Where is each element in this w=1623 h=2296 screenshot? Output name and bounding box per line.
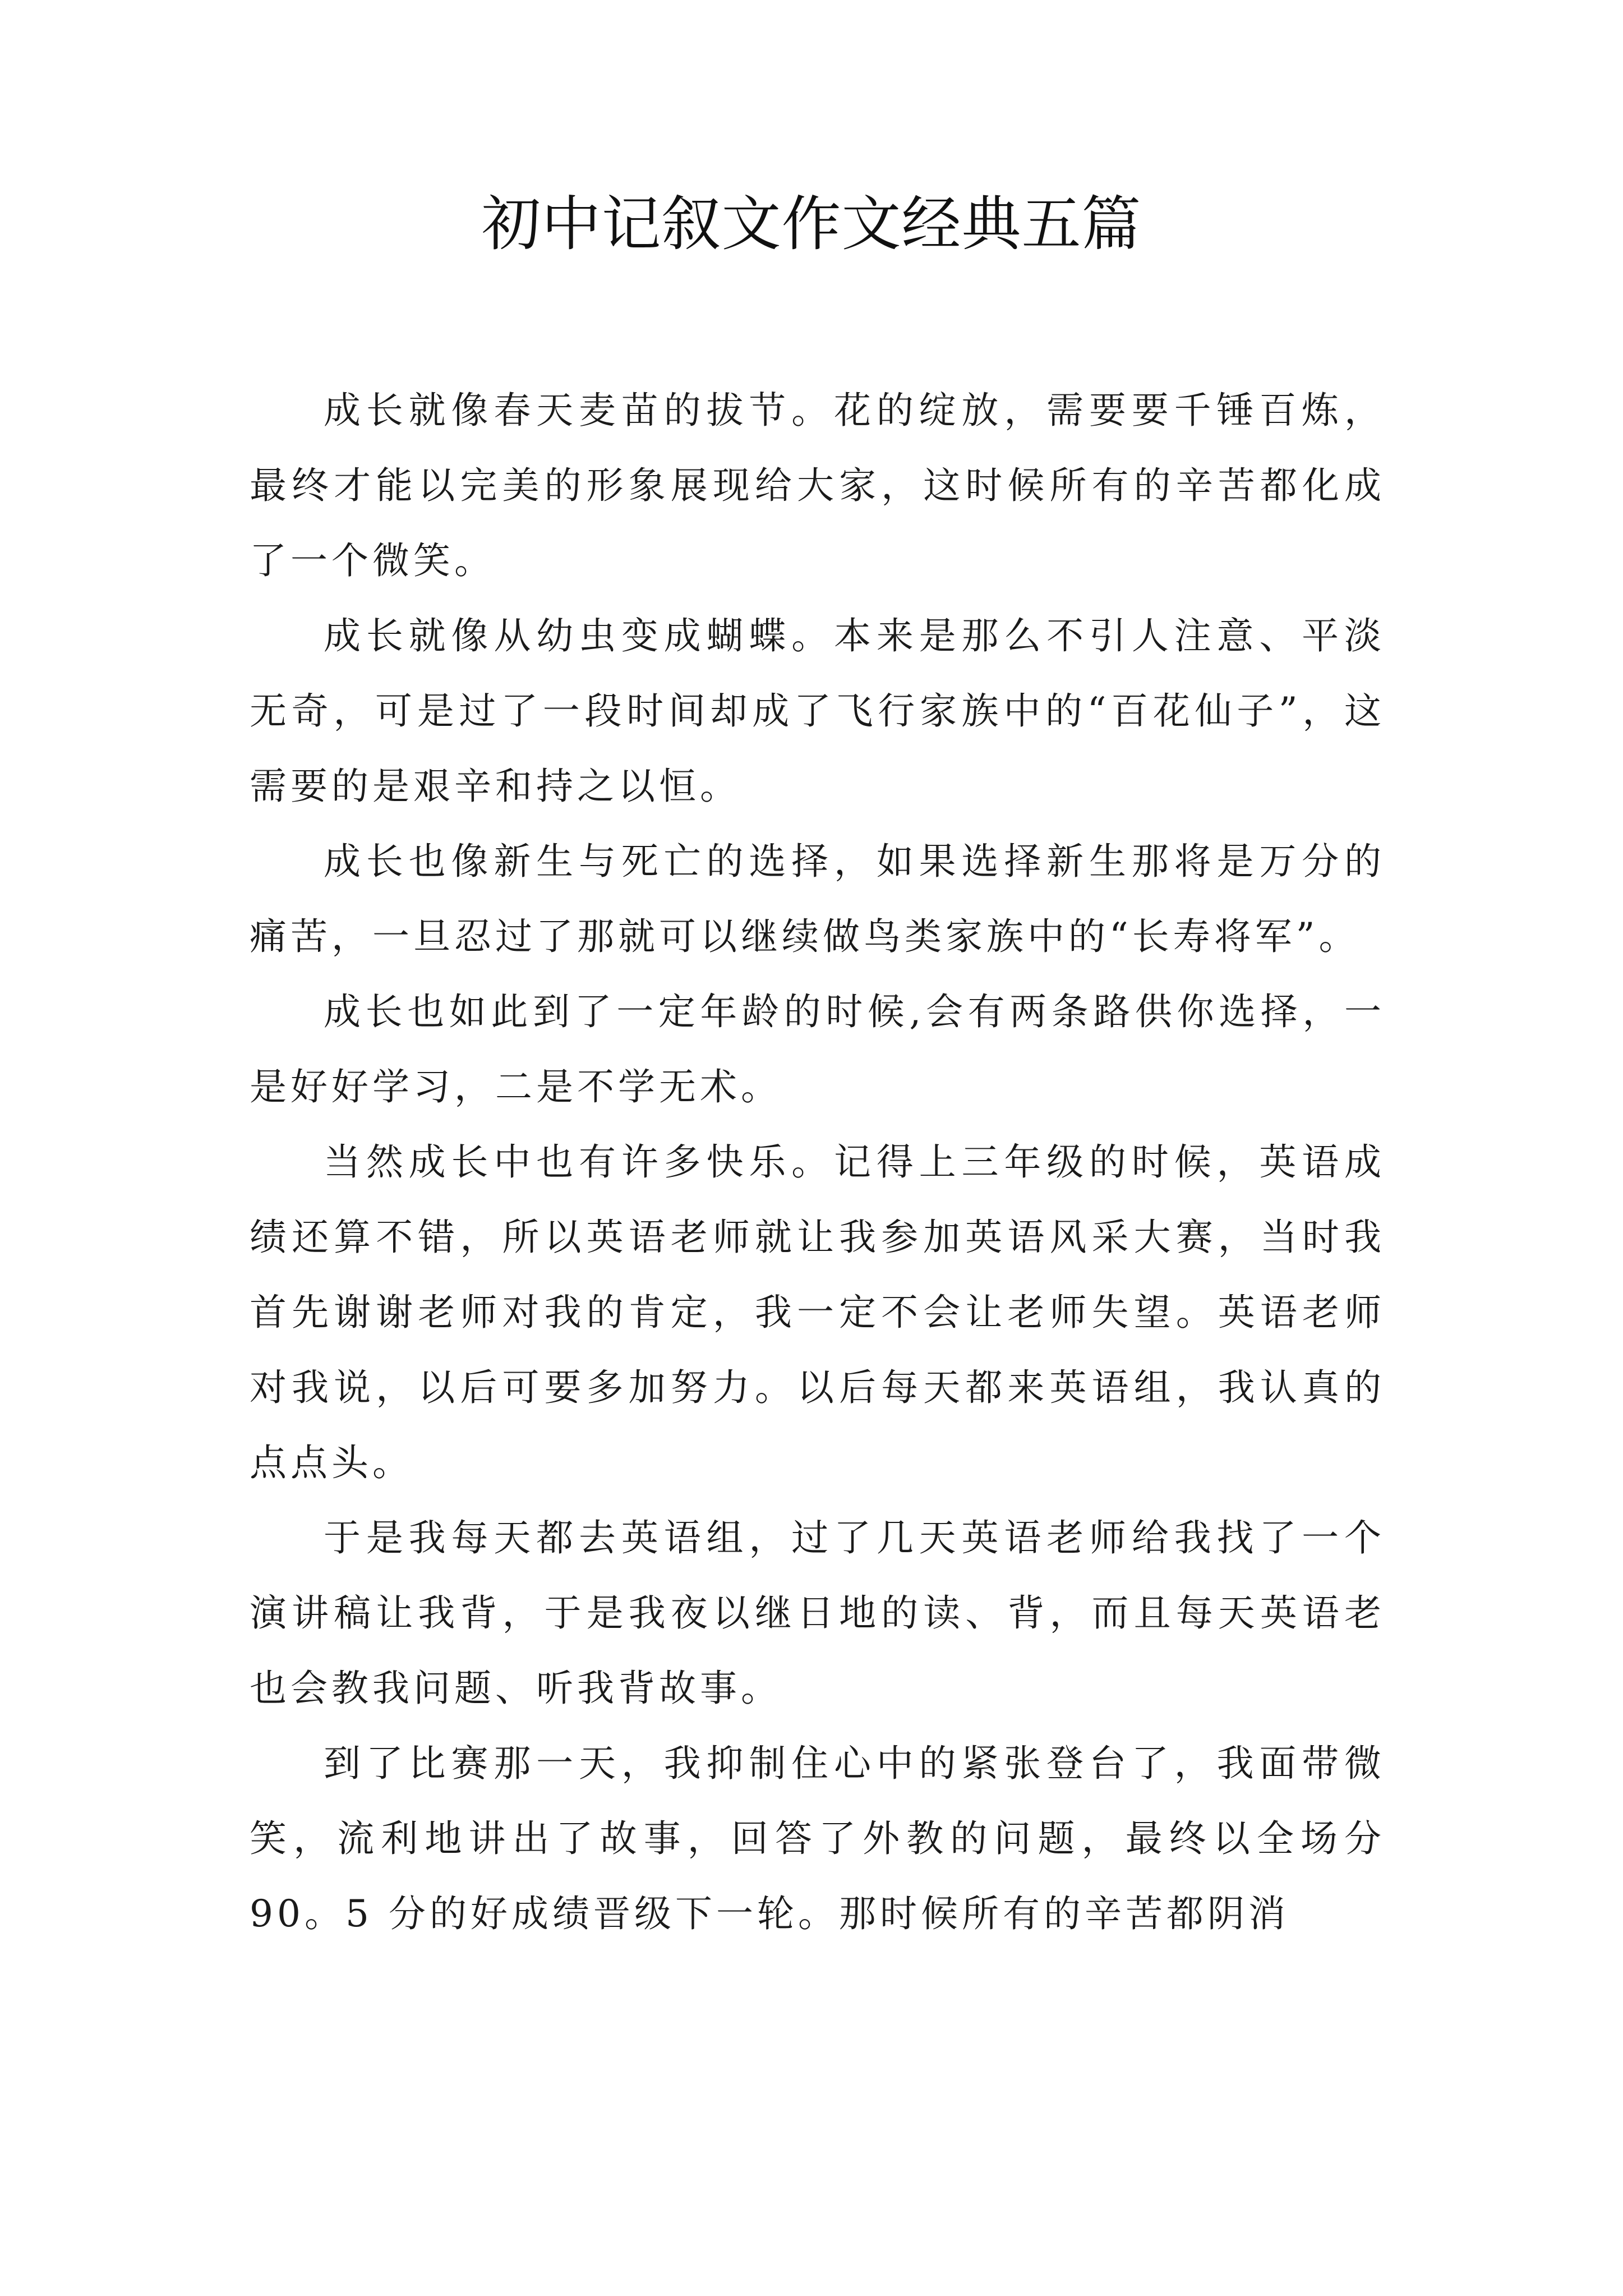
document-body (250, 373, 1385, 1952)
paragraph: 成长就像春天麦苗的拔节。花的绽放，需要要千锤百炼，最终才能以完美的形象展现给大家，这时候所有的辛苦都化成了一个微笑。 (250, 389, 1385, 582)
paragraph: 成长也像新生与死亡的选择，如果选择新生那将是万分的痛苦，一旦忍过了那就可以继续做鸟类家族中的“长寿将军”。 (250, 840, 1385, 958)
paragraph: 于是我每天都去英语组，过了几天英语老师给我找了一个演讲稿让我背，于是我夜以继日地的读、背，而且每天英语老也会教我问题、听我背故事。 (250, 1516, 1385, 1710)
paragraph: 到了比赛那一天，我抑制住心中的紧张登台了，我面带微笑，流利地讲出了故事，回答了外教的问题，最终以全场分 90。5 分的好成绩晋级下一轮。那时候所有的辛苦都阴消 (250, 1742, 1385, 1935)
paragraph: 当然成长中也有许多快乐。记得上三年级的时候，英语成绩还算不错，所以英语老师就让我参加英语风采大赛，当时我首先谢谢老师对我的肯定，我一定不会让老师失望。英语老师对我说，以后可要多加努力。以后每天都来英语组，我认真的点点头。 (250, 1140, 1385, 1484)
document-title: 初中记叙文作文经典五篇 (481, 190, 1142, 259)
paragraph: 成长也如此到了一定年龄的时候,会有两条路供你选择，一是好好学习，二是不学无术。 (250, 990, 1385, 1108)
paragraph: 成长就像从幼虫变成蝴蝶。本来是那么不引人注意、平淡无奇，可是过了一段时间却成了飞行家族中的“百花仙子”，这需要的是艰辛和持之以恒。 (250, 614, 1385, 808)
